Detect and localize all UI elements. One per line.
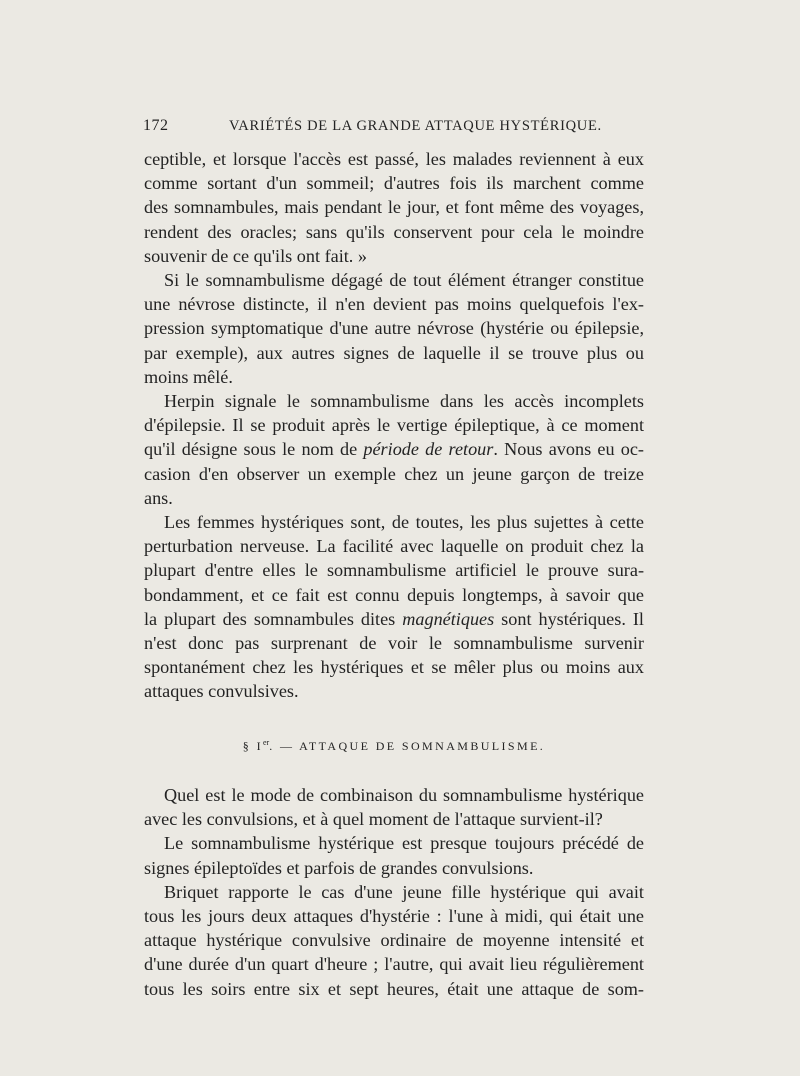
text-line: moins mêlé.	[144, 366, 233, 387]
text-line: tous les jours deux attaques d'hystérie : l'une à midi, qui était une	[144, 906, 644, 927]
text-line: casion d'en observer un exemple chez un jeune garçon de treize	[144, 463, 644, 484]
section-heading	[144, 738, 644, 754]
running-title: VARIÉTÉS DE LA GRANDE ATTAQUE HYSTÉRIQUE.	[229, 118, 602, 134]
text-line: d'épilepsie. Il se produit après le vertige épileptique, à ce moment	[144, 415, 644, 436]
text-line	[144, 437, 644, 461]
section-title: . — ATTAQUE DE SOMNAMBULISME.	[269, 739, 546, 753]
text-line: souvenir de ce qu'ils ont fait. »	[144, 245, 367, 266]
text-line: tous les soirs entre six et sept heures, était une attaque de som-	[144, 978, 644, 999]
text-line: plupart d'entre elles le somnambulisme artificiel le prouve sura-	[144, 560, 644, 581]
page-number: 172	[143, 117, 169, 134]
text-run: la plupart des somnambules dites	[144, 608, 403, 629]
text-line: ceptible, et lorsque l'accès est passé, les malades reviennent à eux	[144, 149, 644, 169]
paragraph-start: Le somnambulisme hystérique est presque toujours précédé de	[164, 833, 644, 854]
text-line: d'une durée d'un quart d'heure ; l'autre, qui avait lieu régulièrement	[144, 954, 644, 975]
text-block-1	[144, 147, 644, 704]
paragraph-start: Les femmes hystériques sont, de toutes, les plus sujettes à cette	[164, 512, 644, 533]
paragraph-start: Si le somnambulisme dégagé de tout élément étranger constitue	[164, 270, 644, 291]
section-superscript: er	[263, 738, 270, 747]
text-block-2	[144, 783, 644, 1001]
italic-term: période de retour	[363, 439, 494, 460]
text-line: signes épileptoïdes et parfois de grandes convulsions.	[144, 857, 534, 878]
paragraph-start: Herpin signale le somnambulisme dans les accès incomplets	[164, 391, 644, 412]
text-line: n'est donc pas surprenant de voir le somnambulisme survenir	[144, 633, 644, 654]
text-line: attaques convulsives.	[144, 681, 299, 702]
text-line: ans.	[144, 487, 173, 508]
text-run: . Nous avons eu oc-	[493, 439, 644, 460]
text-line: rendent des oracles; sans qu'ils conservent pour cela le moindre	[144, 221, 644, 242]
section-prefix: § I	[242, 739, 263, 753]
text-run: sont hystériques. Il	[494, 608, 644, 629]
text-line: une névrose distincte, il n'en devient pas moins quelquefois l'ex-	[144, 294, 644, 315]
text-line: par exemple), aux autres signes de laquelle il se trouve plus ou	[144, 342, 644, 363]
text-line: attaque hystérique convulsive ordinaire de moyenne intensité et	[144, 930, 644, 951]
paragraph-start: Briquet rapporte le cas d'une jeune fille hystérique qui avait	[164, 881, 644, 902]
text-line: comme sortant d'un sommeil; d'autres fois ils marchent comme	[144, 173, 644, 194]
italic-term: magnétiques	[402, 608, 495, 629]
text-line: bondamment, et ce fait est connu depuis longtemps, à savoir que	[144, 584, 644, 605]
text-run: qu'il désigne sous le nom de	[144, 439, 364, 460]
text-line: perturbation nerveuse. La facilité avec laquelle on produit chez la	[144, 536, 644, 557]
text-line	[144, 607, 644, 631]
paragraph-start: Quel est le mode de combinaison du somnambulisme hystérique	[164, 785, 644, 805]
text-line: pression symptomatique d'une autre névrose (hystérie ou épilepsie,	[144, 318, 644, 339]
text-line: avec les convulsions, et à quel moment de l'attaque survient-il?	[144, 809, 603, 830]
text-line: des somnambules, mais pendant le jour, et font même des voyages,	[144, 197, 644, 218]
running-header	[143, 117, 643, 139]
text-line: spontanément chez les hystériques et se mêler plus ou moins aux	[144, 657, 644, 678]
